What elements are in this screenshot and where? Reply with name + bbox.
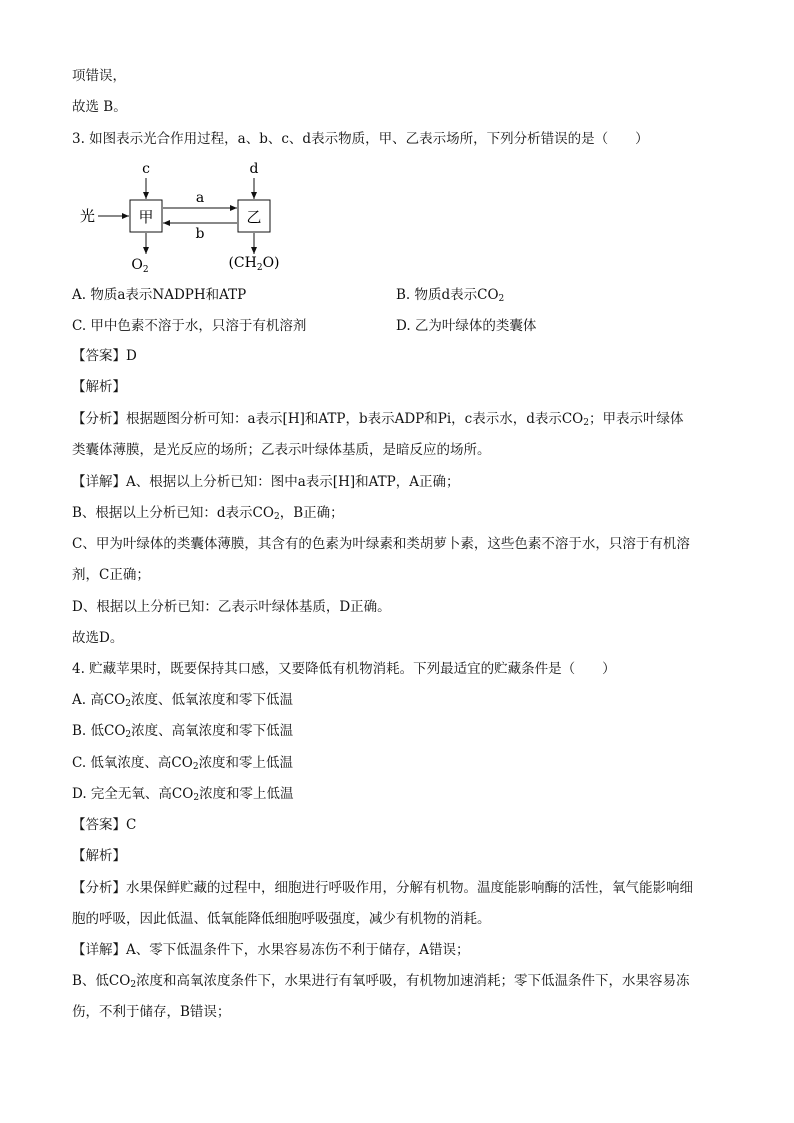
detail-3-line2: B、根据以上分析已知：d表示$CO_2$，B正确； [72, 505, 344, 522]
answer-3: 【答案】D [72, 348, 137, 364]
analysis-4-line1: 【分析】水果保鲜贮藏的过程中，细胞进行呼吸作用，分解有机物。温度能影响酶的活性，氧气能影响细 [72, 880, 693, 896]
analysis-3-line1: 【分析】根据题图分析可知：a表示[H]和ATP，b表示ADP和Pi，c表示水，d表示$CO_2$；甲表示叶绿体 [72, 411, 684, 428]
detail-4-line3: 伤，不利于储存，B错误； [72, 1004, 231, 1020]
photosynthesis-diagram [72, 156, 312, 276]
text-line: 故选 B。 [72, 99, 127, 115]
detail-3-line4: 剂，C正确； [72, 567, 150, 583]
label-c: c [142, 161, 150, 177]
analysis-3-line2: 类囊体薄膜，是光反应的场所；乙表示叶绿体基质，是暗反应的场所。 [72, 442, 491, 458]
light-label: 光 [80, 207, 96, 225]
box-jia-label: 甲 [138, 208, 154, 226]
detail-4-line1: 【详解】A、零下低温条件下，水果容易冻伤不利于储存，A错误； [72, 942, 470, 958]
detail-3-line3: C、甲为叶绿体的类囊体薄膜，其含有的色素为叶绿素和类胡萝卜素，这些色素不溶于水，只溶于有机溶 [72, 536, 690, 552]
option-4d: D. 完全无氧、高$CO_2$浓度和零上低温 [72, 786, 294, 803]
label-b: b [195, 226, 205, 242]
analysis-heading-3: 【解析】 [72, 379, 126, 395]
option-3b: B. 物质d表示$CO_2$ [396, 287, 505, 304]
analysis-heading-4: 【解析】 [72, 848, 126, 864]
box-yi-label: 乙 [246, 208, 262, 226]
label-d: d [249, 161, 259, 177]
detail-3-line1: 【详解】A、根据以上分析已知：图中a表示[H]和ATP，A正确； [72, 474, 460, 490]
label-o2: $O_2$ [131, 257, 149, 275]
analysis-4-line2: 胞的呼吸，因此低温、低氧能降低细胞呼吸强度，减少有机物的消耗。 [72, 911, 491, 927]
option-3a: A. 物质a表示NADPH和ATP [72, 287, 247, 303]
detail-4-line2: B、低$CO_2$浓度和高氧浓度条件下，水果进行有氧呼吸，有机物加速消耗；零下低温条件下，水果容易冻 [72, 973, 690, 990]
option-4a: A. 高$CO_2$浓度、低氧浓度和零下低温 [72, 692, 293, 709]
answer-4: 【答案】C [72, 817, 137, 833]
label-ch2o: $(CH_2O)$ [228, 255, 280, 273]
label-a: a [195, 190, 205, 206]
detail-3-line6: 故选D。 [72, 630, 124, 646]
text-line: 项错误， [72, 68, 126, 84]
question-4: 4. 贮藏苹果时，既要保持其口感，又要降低有机物消耗。下列最适宜的贮藏条件是（ ） [72, 661, 616, 677]
option-3d: D. 乙为叶绿体的类囊体 [396, 318, 537, 334]
option-4b: B. 低$CO_2$浓度、高氧浓度和零下低温 [72, 723, 294, 740]
option-3c: C. 甲中色素不溶于水，只溶于有机溶剂 [72, 318, 307, 334]
detail-3-line5: D、根据以上分析已知：乙表示叶绿体基质，D正确。 [72, 599, 391, 615]
question-3: 3. 如图表示光合作用过程，a、b、c、d表示物质，甲、乙表示场所，下列分析错误的是（ ） [72, 131, 649, 147]
option-4c: C. 低氧浓度、高$CO_2$浓度和零上低温 [72, 755, 294, 772]
